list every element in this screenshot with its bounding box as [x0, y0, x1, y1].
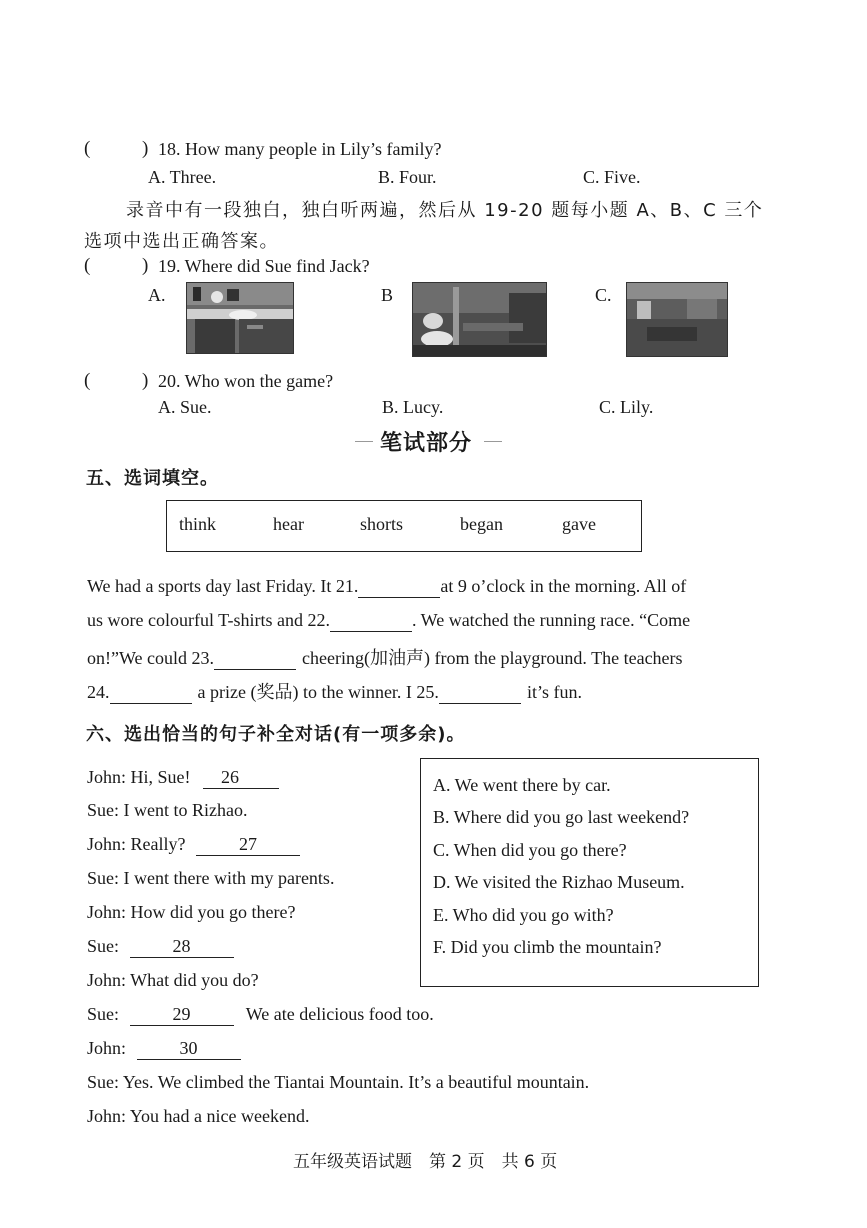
passage-text: We had a sports day last Friday. It 21.: [87, 576, 359, 596]
q20-answer-paren-open[interactable]: (: [84, 370, 91, 391]
section5-title: 五、选词填空。: [86, 468, 219, 489]
passage-text: at 9 o’clock in the morning. All of: [440, 576, 687, 596]
listening-instruction-line1: 录音中有一段独白，独白听两遍，然后从 19-20 题每小题 A、B、C 三个: [126, 200, 764, 221]
word-bank-box: [166, 500, 642, 552]
blank-22[interactable]: [330, 610, 412, 632]
q19-option-c-label: C.: [595, 285, 612, 305]
q18-option-a: A. Three.: [148, 167, 217, 187]
blank-28[interactable]: 28: [130, 936, 234, 958]
passage-line-4: [87, 678, 582, 704]
passage-text: . We watched the running race. “Come: [411, 610, 691, 630]
section6-title: 六、选出恰当的句子补全对话(有一项多余)。: [86, 724, 466, 745]
passage-line-1: [87, 576, 686, 598]
blank-29[interactable]: 29: [130, 1004, 234, 1026]
word-bank-item: began: [460, 514, 503, 534]
passage-text: a prize (奖品) to the winner. I 25.: [197, 682, 439, 702]
kitchen-photo: [186, 282, 294, 354]
dialogue-text: John: Really?: [87, 834, 186, 854]
dialogue-text: John: What did you do?: [87, 970, 259, 990]
dialogue-line: [87, 1072, 589, 1093]
blank-25[interactable]: [439, 682, 521, 704]
blank-21[interactable]: [358, 576, 440, 598]
q20-answer-paren-close: ): [142, 370, 149, 391]
word-bank-item: think: [179, 514, 217, 534]
passage-line-2: [87, 610, 690, 632]
q18-answer-paren-close: ): [142, 138, 149, 159]
q19-answer-paren-open[interactable]: (: [84, 255, 91, 276]
living-room-photo: [626, 282, 728, 357]
q20-stem: 20. Who won the game?: [158, 371, 334, 391]
q19-option-a-label: A.: [148, 285, 166, 305]
dialogue-line: [87, 1038, 241, 1060]
option-e: E. Who did you go with?: [433, 905, 614, 925]
q19-stem: 19. Where did Sue find Jack?: [158, 256, 370, 276]
options-box: [420, 758, 759, 987]
q19-answer-paren-close: ): [142, 255, 149, 276]
q18-stem: 18. How many people in Lily’s family?: [158, 139, 442, 159]
passage-text: it’s fun.: [526, 682, 582, 702]
option-b: B. Where did you go last weekend?: [433, 807, 690, 827]
passage-text: cheering(加油声) from the playground. The teachers: [302, 648, 683, 668]
dialogue-line: [87, 1004, 434, 1026]
dialogue-line: [87, 868, 334, 889]
dialogue-text: John: How did you go there?: [87, 902, 296, 922]
dialogue-line: [87, 936, 234, 958]
q18-option-b: B. Four.: [378, 167, 437, 187]
dialogue-text: John: You had a nice weekend.: [87, 1106, 310, 1126]
option-d: D. We visited the Rizhao Museum.: [433, 872, 685, 892]
word-bank-item: gave: [562, 514, 596, 534]
dialogue-text: We ate delicious food too.: [245, 1004, 434, 1024]
q20-option-a: A. Sue.: [158, 397, 212, 417]
q20-option-c: C. Lily.: [599, 397, 654, 417]
blank-30[interactable]: 30: [137, 1038, 241, 1060]
word-bank-item: hear: [273, 514, 304, 534]
dialogue-text: Sue: Yes. We climbed the Tiantai Mountain. It’s a beautiful mountain.: [87, 1072, 590, 1092]
word-bank-item: shorts: [360, 514, 404, 534]
dialogue-text: Sue: I went there with my parents.: [87, 868, 335, 888]
title-dash-left: [355, 441, 373, 442]
dialogue-line: [87, 970, 259, 991]
dialogue-text: John:: [87, 1038, 127, 1058]
passage-line-3: [87, 644, 683, 670]
dialogue-text: Sue:: [87, 936, 120, 956]
written-section-title: 笔试部分: [380, 431, 473, 456]
passage-text: on!”We could 23.: [87, 648, 215, 668]
dialogue-line: [87, 834, 300, 856]
q18-answer-paren-open[interactable]: (: [84, 138, 91, 159]
dialogue-line: [87, 902, 295, 923]
bathroom-photo: [412, 282, 547, 357]
dialogue-line: [87, 1106, 309, 1127]
blank-23[interactable]: [214, 648, 296, 670]
dialogue-line: [87, 800, 247, 821]
q18-option-c: C. Five.: [583, 167, 641, 187]
page-footer: 五年级英语试题 第 2 页 共 6 页: [293, 1152, 558, 1172]
blank-27[interactable]: 27: [196, 834, 300, 856]
option-a: A. We went there by car.: [433, 775, 611, 795]
q20-option-b: B. Lucy.: [382, 397, 444, 417]
dialogue-text: Sue: I went to Rizhao.: [87, 800, 248, 820]
listening-instruction-line2: 选项中选出正确答案。: [84, 231, 279, 252]
dialogue-line: [87, 767, 279, 789]
title-dash-right: [484, 441, 502, 442]
option-c: C. When did you go there?: [433, 840, 627, 860]
blank-26[interactable]: 26: [203, 767, 279, 789]
dialogue-text: Sue:: [87, 1004, 120, 1024]
passage-text: us wore colourful T-shirts and 22.: [87, 610, 330, 630]
option-f: F. Did you climb the mountain?: [433, 937, 662, 957]
dialogue-text: John: Hi, Sue!: [87, 767, 191, 787]
blank-24[interactable]: [110, 682, 192, 704]
passage-text: 24.: [87, 682, 110, 702]
q19-option-b-label: B: [381, 285, 394, 305]
